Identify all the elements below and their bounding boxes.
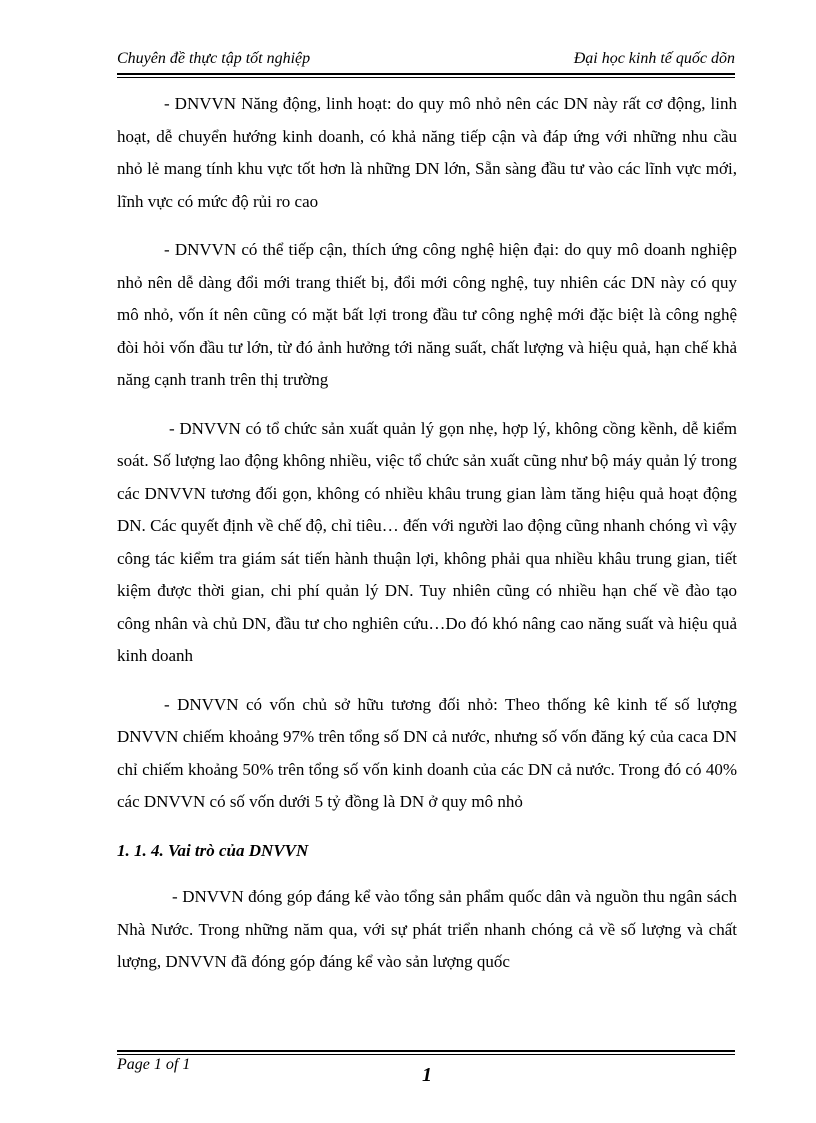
paragraph: - DNVVN có vốn chủ sở hữu tương đối nhỏ: Theo thống kê kinh tế số lượng DNVVN chiếm khoảng 97% trên tổng số DN cả nước, nhưng số vốn đăng ký của caca DN chỉ chiếm khoảng 50% trên tổng số vốn kinh doanh của các DN cả nước. Trong đó có 40% các DNVVN có số vốn dưới 5 tỷ đồng là DN ở quy mô nhỏ bbox=[117, 694, 737, 811]
footer-page-label: Page 1 of 1 bbox=[117, 1056, 191, 1073]
paragraph: - DNVVN có thể tiếp cận, thích ứng công nghệ hiện đại: do quy mô doanh nghiệp nhỏ nên dễ dàng đổi mới trang thiết bị, đổi mới công nghệ, tuy nhiên các DN này có quy mô nhỏ, vốn ít nên cũng có mặt bất lợi trong đầu tư công nghệ mới đặc biệt là công nghệ đòi hỏi vốn đầu tư lớn, từ đó ảnh hưởng tới năng suất, chất lượng và hiệu quả, hạn chế khả năng cạnh tranh trên thị trường bbox=[117, 240, 737, 389]
paragraph: - DNVVN Năng động, linh hoạt: do quy mô nhỏ nên các DN này rất cơ động, linh hoạt, dễ chuyển hướng kinh doanh, có khả năng tiếp cận và đáp ứng với những nhu cầu nhỏ lẻ mang tính khu vực tốt hơn là những DN lớn, Sẵn sàng đầu tư vào các lĩnh vực mới, lĩnh vực có mức độ rủi ro cao bbox=[117, 94, 737, 211]
page-body bbox=[117, 88, 737, 995]
header-institution: Đại học kinh tế quốc dõn bbox=[573, 50, 735, 67]
footer-divider bbox=[117, 1050, 735, 1055]
page-header bbox=[117, 48, 735, 74]
page-number: 1 bbox=[422, 1064, 432, 1086]
header-divider bbox=[117, 73, 735, 78]
section-heading: 1. 1. 4. Vai trò của DNVVN bbox=[117, 840, 309, 860]
paragraph: - DNVVN có tổ chức sản xuất quản lý gọn nhẹ, hợp lý, không cồng kềnh, dễ kiểm soát. Số lượng lao động không nhiều, việc tổ chức sản xuất cũng như bộ máy quản lý trong các DNVVN tương đối gọn, không có nhiều khâu trung gian làm tăng hiệu quả hoạt động DN. Các quyết định về chế độ, chỉ tiêu… đến với người lao động cũng nhanh chóng vì vậy công tác kiểm tra giám sát tiến hành thuận lợi, không phải qua nhiều khâu trung gian, tiết kiệm được thời gian, chi phí quản lý DN. Tuy nhiên cũng có nhiều hạn chế về đào tạo công nhân và chủ DN, đầu tư cho nghiên cứu…Do đó khó nâng cao năng suất và hiệu quả kinh doanh bbox=[117, 418, 737, 665]
header-document-title: Chuyên đề thực tập tốt nghiệp bbox=[117, 50, 311, 67]
paragraph: - DNVVN đóng góp đáng kể vào tổng sản phẩm quốc dân và nguồn thu ngân sách Nhà Nước. Trong những năm qua, với sự phát triển nhanh chóng cả về số lượng và chất lượng, DNVVN đã đóng góp đáng kể vào sản lượng quốc bbox=[117, 887, 737, 971]
page-footer bbox=[117, 1056, 735, 1086]
